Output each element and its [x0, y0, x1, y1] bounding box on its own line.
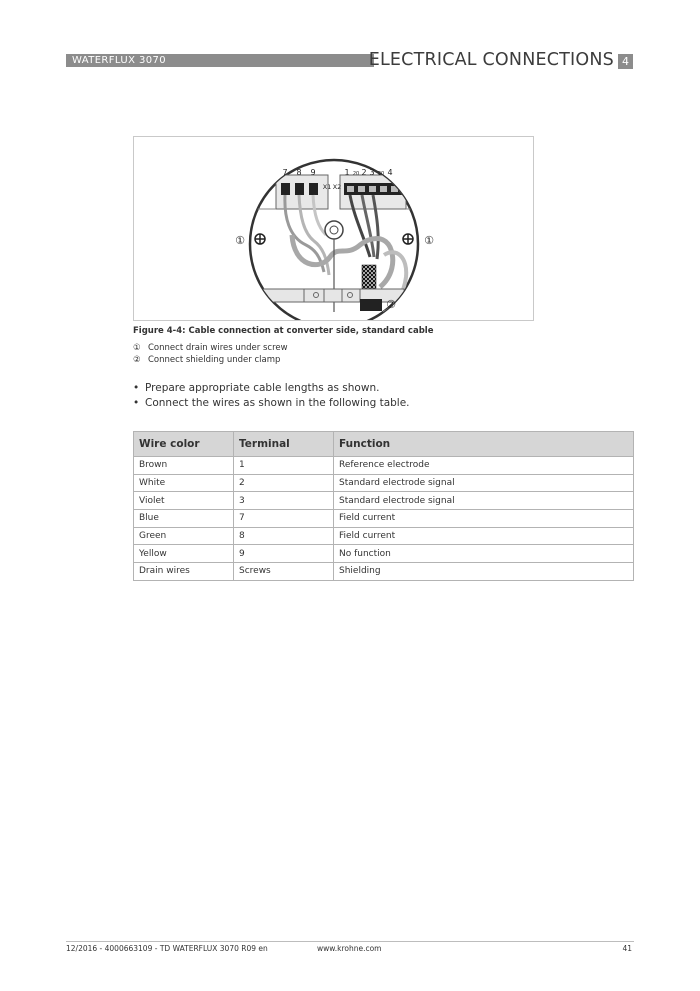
header-function: Function	[334, 432, 634, 457]
x1-label: X1	[322, 183, 332, 191]
footer-divider	[66, 941, 634, 942]
cell-function: No function	[334, 545, 634, 563]
wire-table	[133, 431, 634, 581]
marker-1-right: ①	[424, 234, 434, 247]
instruction-item	[133, 396, 410, 411]
cell-terminal: 8	[234, 527, 334, 545]
instruction-list	[133, 381, 410, 411]
table-header-row	[134, 432, 634, 457]
cell-terminal: 9	[234, 545, 334, 563]
marker-1-left: ①	[235, 234, 245, 247]
x2-label: X2	[332, 183, 342, 191]
bullet-icon: •	[133, 382, 140, 394]
table-row	[134, 563, 634, 581]
section-title: ELECTRICAL CONNECTIONS	[368, 50, 614, 70]
terminal-label-4: 4	[387, 168, 393, 177]
cell-wire-color: Brown	[134, 457, 234, 475]
cell-function: Field current	[334, 527, 634, 545]
header-wire-color: Wire color	[134, 432, 234, 457]
cell-wire-color: White	[134, 474, 234, 492]
cell-terminal: 3	[234, 492, 334, 510]
footer-document-id: 12/2016 - 4000663109 - TD WATERFLUX 3070 R09 en	[66, 944, 268, 953]
screw-left-icon	[255, 234, 265, 244]
cell-terminal: 2	[234, 474, 334, 492]
wiring-diagram	[134, 137, 534, 321]
cell-wire-color: Yellow	[134, 545, 234, 563]
screw-right-icon	[403, 234, 413, 244]
legend-text: Connect drain wires under screw	[148, 343, 288, 353]
figure-caption: Figure 4-4: Cable connection at converter side, standard cable	[133, 326, 434, 336]
table-row	[134, 527, 634, 545]
table-row	[134, 457, 634, 475]
cell-function: Field current	[334, 510, 634, 528]
chapter-number: 4	[618, 54, 633, 69]
legend-number: ②	[133, 355, 141, 365]
legend-number: ①	[133, 343, 141, 353]
cell-function: Standard electrode signal	[334, 474, 634, 492]
table-row	[134, 492, 634, 510]
product-name: WATERFLUX 3070	[72, 55, 167, 66]
footer-website-link[interactable]: www.krohne.com	[317, 944, 382, 953]
figure-frame	[133, 136, 534, 321]
terminal-label-3: 3	[369, 168, 375, 177]
terminal-label-20: 20	[352, 171, 360, 177]
cell-terminal: Screws	[234, 563, 334, 581]
terminal-label-8: 8	[296, 168, 302, 177]
terminal-label-7: 7	[282, 168, 288, 177]
cell-terminal: 7	[234, 510, 334, 528]
legend-item	[133, 342, 288, 354]
table-row	[134, 510, 634, 528]
header-terminal: Terminal	[234, 432, 334, 457]
table-row	[134, 545, 634, 563]
cell-terminal: 1	[234, 457, 334, 475]
terminal-label-9: 9	[310, 168, 316, 177]
legend-text: Connect shielding under clamp	[148, 355, 281, 365]
cell-wire-color: Violet	[134, 492, 234, 510]
terminal-label-30: 30	[377, 171, 385, 177]
cell-wire-color: Drain wires	[134, 563, 234, 581]
instruction-item	[133, 381, 410, 396]
terminal-label-1: 1	[344, 168, 350, 177]
table-row	[134, 474, 634, 492]
figure-legend	[133, 342, 288, 366]
cell-function: Reference electrode	[334, 457, 634, 475]
cell-wire-color: Blue	[134, 510, 234, 528]
cell-function: Standard electrode signal	[334, 492, 634, 510]
page-number: 41	[622, 944, 632, 953]
bullet-icon: •	[133, 397, 140, 409]
instruction-text: Connect the wires as shown in the following table.	[145, 397, 410, 409]
instruction-text: Prepare appropriate cable lengths as shown.	[145, 382, 380, 394]
terminal-label-2: 2	[361, 168, 367, 177]
marker-2: ②	[386, 298, 396, 311]
cell-wire-color: Green	[134, 527, 234, 545]
cell-function: Shielding	[334, 563, 634, 581]
legend-item	[133, 354, 288, 366]
